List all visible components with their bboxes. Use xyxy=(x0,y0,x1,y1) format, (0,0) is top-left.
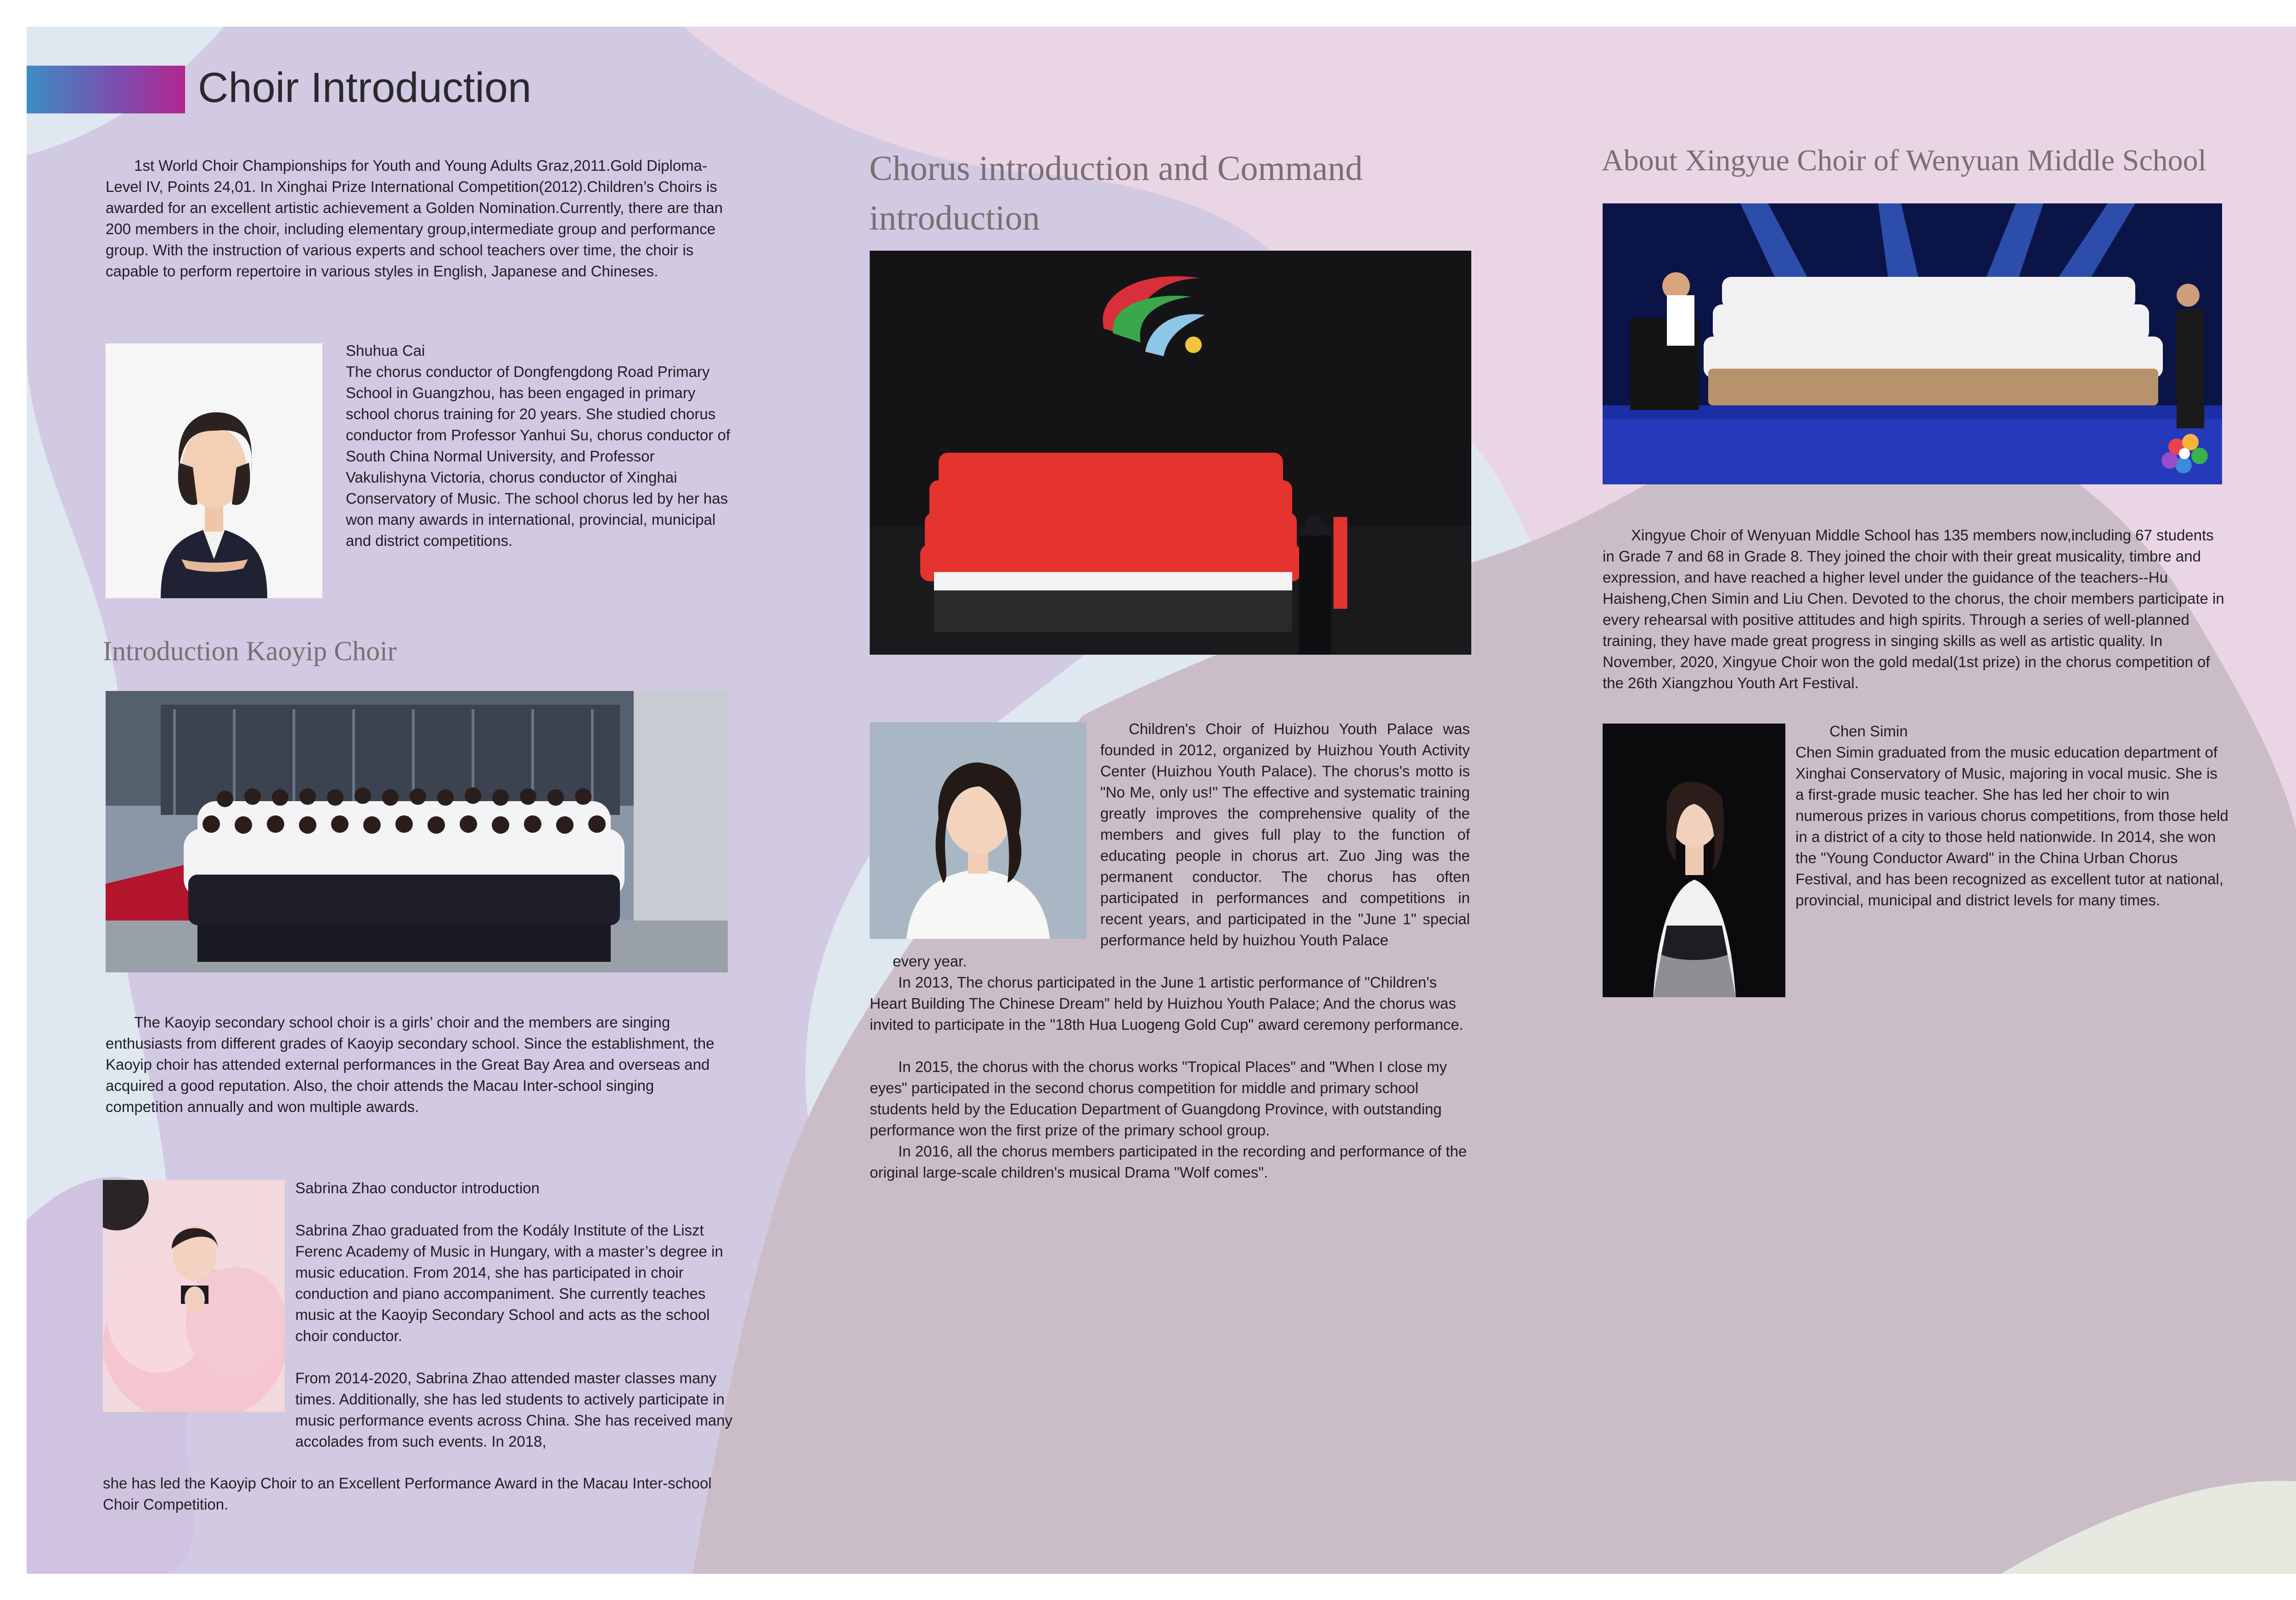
sabrina-paragraph-2: From 2014-2020, Sabrina Zhao attended master classes many times. Additionally, she has led students to actively participate in music performance events across China. She has received many accolades from such events. In 2018, xyxy=(295,1370,732,1450)
kaoyip-choir-photo xyxy=(106,691,728,972)
huizhou-choir-stage-photo xyxy=(870,251,1471,655)
sabrina-zhao-photo xyxy=(103,1180,285,1412)
chen-simin-name: Chen Simin xyxy=(1829,723,1908,740)
huizhou-paragraph-4: In 2016, all the chorus members participated in the recording and performance of the original large-scale children's musical Drama "Wolf comes". xyxy=(870,1143,1467,1181)
intro-paragraph: 1st World Choir Championships for Youth and Young Adults Graz,2011.Gold Diploma-Level IV, Points 24,01. In Xinghai Prize International Competition(2012).Children’s Choirs is awarded for an excellent artistic achievement a Golden Nomination.Currently, there are than 200 members in the choir, including elementary group,intermediate group and performance group. With the instruction of various experts and school teachers over time, the choir is capable to perform repertoire in various styles in English, Japanese and Chineses. xyxy=(106,157,723,280)
chen-simin-bio: Chen Simin graduated from the music education department of Xinghai Conservatory of Music, majoring in vocal music. She is a first-grade music teacher. She has led her choir to win numerous prizes in various chorus competitions, from those held in a district of a city to those held nationwide. In 2014, she won the "Young Conductor Award" in the China Urban Chorus Festival, and has been recognized as excellent tutor at national, provincial, municipal and district levels for many times. xyxy=(1795,744,2228,909)
huizhou-conductor-photo xyxy=(870,722,1086,939)
chen-simin-photo xyxy=(1603,724,1785,997)
sabrina-paragraph-3: she has led the Kaoyip Choir to an Excellent Performance Award in the Macau Inter-school Choir Competition. xyxy=(103,1475,712,1513)
huizhou-paragraph-1-end: every year. xyxy=(893,953,967,970)
xingyue-section-title: About Xingyue Choir of Wenyuan Middle School xyxy=(1602,144,2207,177)
huizhou-paragraph-2: In 2013, The chorus participated in the June 1 artistic performance of "Children's Heart Building The Chinese Dream" held by Huizhou Youth Palace; And the chorus was invited to participate in the "18th Hua Luogeng Gold Cup" award ceremony performance. xyxy=(870,974,1463,1033)
huizhou-section-title: Chorus introduction and Command introduction xyxy=(869,149,1363,237)
sabrina-paragraph-1: Sabrina Zhao graduated from the Kodály Institute of the Liszt Ferenc Academy of Music in Hungary, with a master’s degree in music education. From 2014, she has participated in choir conduction and piano accompaniment. She currently teaches music at the Kaoyip Secondary School and acts as the school choir conductor. xyxy=(295,1222,723,1344)
xingyue-choir-stage-photo xyxy=(1603,203,2222,484)
kaoyip-section-title: Introduction Kaoyip Choir xyxy=(103,636,397,666)
title-accent-bar xyxy=(27,66,185,113)
kaoyip-paragraph: The Kaoyip secondary school choir is a girls’ choir and the members are singing enthusiasts from different grades of Kaoyip secondary school. Since the establishment, the Kaoyip choir has attended external performances in the Great Bay Area and overseas and acquired a good reputation. Also, the choir attends the Macau Inter-school singing competition annually and won multiple awards. xyxy=(106,1014,715,1115)
huizhou-paragraph-3: In 2015, the chorus with the chorus works "Tropical Places" and "When I close my eyes" participated in the second chorus competition for middle and primary school students held by the Education Department of Guangdong Province, with outstanding performance won the first prize of the primary school group. xyxy=(870,1058,1447,1139)
brochure-page xyxy=(27,27,2296,1574)
shuhua-cai-photo xyxy=(106,343,322,598)
xingyue-paragraph: Xingyue Choir of Wenyuan Middle School has 135 members now,including 67 students in Grade 7 and 68 in Grade 8. They joined the choir with their great musicality, timbre and expression, and have reached a higher level under the guidance of the teachers--Hu Haisheng,Chen Simin and Liu Chen. Devoted to the chorus, the choir members participate in every rehearsal with positive attitudes and high spirits. Through a series of well-planned training, they have made great progress in singing skills as well as artistic quality. In November, 2020, Xingyue Choir won the gold medal(1st prize) in the chorus competition of the 26th Xiangzhou Youth Art Festival. xyxy=(1603,527,2224,691)
page-title: Choir Introduction xyxy=(198,64,532,111)
huizhou-paragraph-1: Children's Choir of Huizhou Youth Palace was founded in 2012, organized by Huizhou Youth Activity Center (Huizhou Youth Palace). The chorus's motto is "No Me, only us!" The effective and systematic training greatly improves the comprehensive quality of the members and gives full play to the function of educating people in chorus art. Zuo Jing was the permanent conductor. The chorus has often participated in performances and competitions in recent years, and participated in the "June 1" special performance held by huizhou Youth Palace xyxy=(1100,720,1470,949)
sabrina-heading: Sabrina Zhao conductor introduction xyxy=(295,1179,540,1196)
shuhua-cai-name: Shuhua Cai xyxy=(346,342,425,359)
shuhua-cai-bio: The chorus conductor of Dongfengdong Road Primary School in Guangzhou, has been engaged in primary school chorus training for 20 years. She studied chorus conductor from Professor Yanhui Su, chorus conductor of South China Normal University, and Professor Vakulishyna Victoria, chorus conductor of Xinghai Conservatory of Music. The school chorus led by her has won many awards in international, provincial, municipal and district competitions. xyxy=(346,363,731,549)
